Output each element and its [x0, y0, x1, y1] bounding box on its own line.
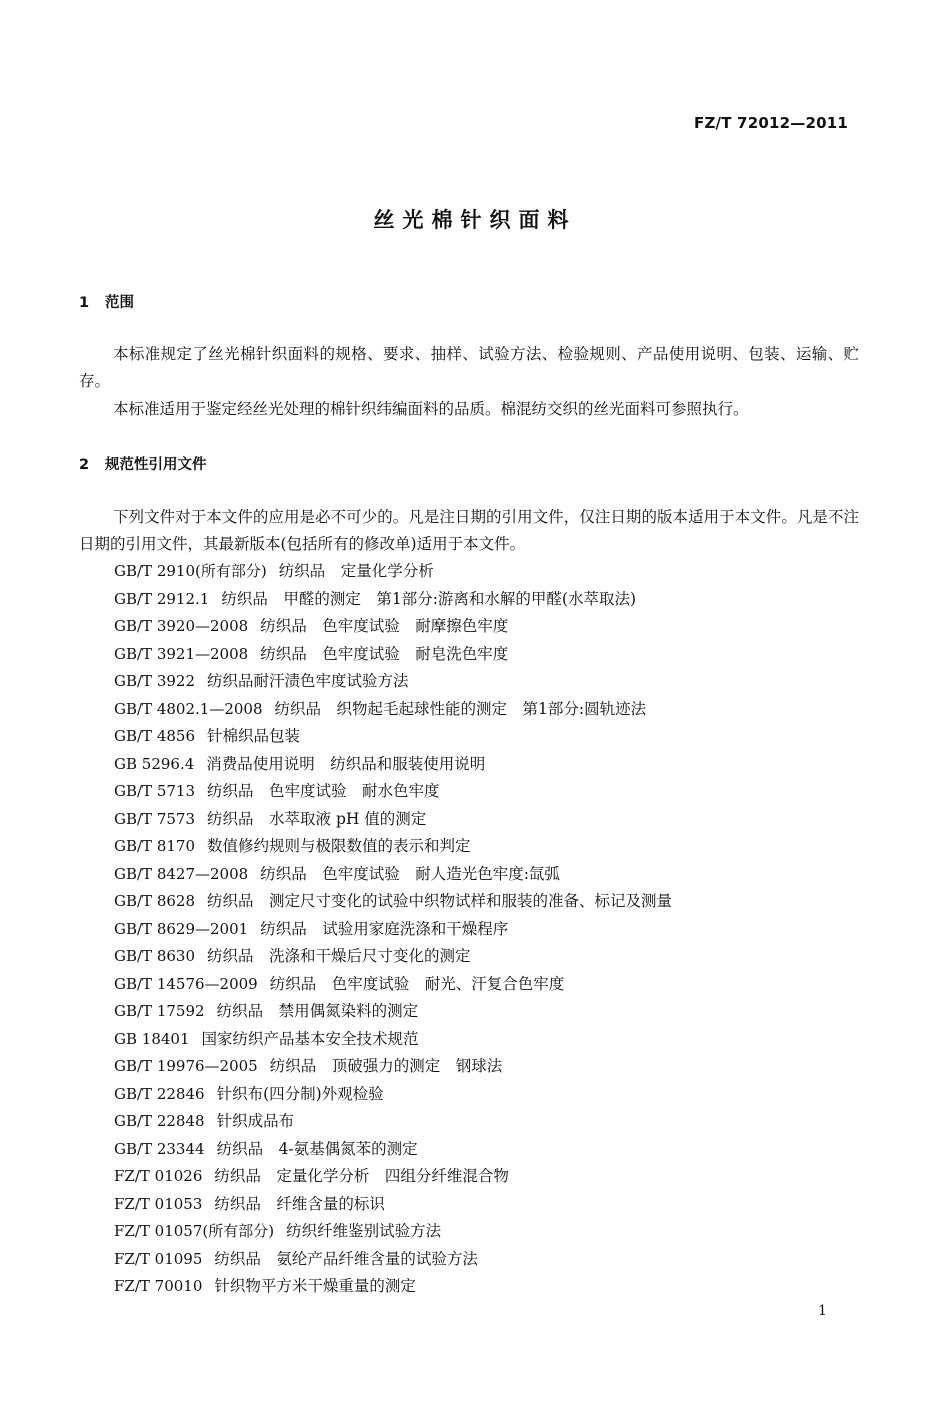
reference-title: 纺织品 氨纶产品纤维含量的试验方法	[214, 1249, 478, 1268]
document-title: 丝光棉针织面料	[373, 208, 577, 232]
reference-code: GB/T 4802.1—2008	[114, 699, 263, 718]
reference-item	[114, 833, 672, 861]
reference-item	[114, 998, 672, 1026]
reference-code: GB/T 8628	[114, 892, 196, 910]
reference-title: 纺织品 色牢度试验 耐光、汗复合色牢度	[269, 974, 565, 993]
reference-code: FZ/T 01057(所有部分)	[114, 1222, 275, 1240]
reference-code: FZ/T 01095	[114, 1249, 203, 1268]
reference-code: GB 5296.4	[114, 754, 195, 773]
reference-code: GB/T 3920—2008	[114, 617, 249, 635]
reference-item	[114, 668, 672, 696]
reference-title: 纺织品 禁用偶氮染料的测定	[216, 1002, 419, 1020]
scope-paragraph-2: 本标准适用于鉴定经丝光处理的棉针织纬编面料的品质。棉混纺交织的丝光面料可参照执行。	[113, 400, 749, 418]
reference-title: 纺织品 色牢度试验 耐皂洗色牢度	[260, 644, 509, 663]
reference-item	[114, 558, 672, 586]
reference-item	[114, 888, 672, 916]
reference-code: GB/T 2910(所有部分)	[114, 562, 267, 580]
reference-code: GB/T 17592	[114, 1002, 205, 1020]
reference-item	[114, 1246, 672, 1274]
reference-code: GB/T 5713	[114, 782, 196, 800]
reference-item	[114, 586, 672, 614]
section-2-heading	[79, 453, 207, 474]
reference-title: 纺织品 试验用家庭洗涤和干燥程序	[260, 919, 509, 938]
reference-item	[114, 971, 672, 999]
section-title: 范围	[105, 295, 134, 311]
reference-code: FZ/T 01053	[114, 1194, 203, 1213]
reference-code: GB/T 8427—2008	[114, 864, 249, 883]
page-number: 1	[818, 1303, 827, 1319]
reference-code: FZ/T 70010	[114, 1277, 203, 1295]
references-intro-paragraph: 下列文件对于本文件的应用是必不可少的。凡是注日期的引用文件，仅注日期的版本适用于本文件。凡是不注日期的引用文件，其最新版本(包括所有的修改单)适用于本文件。	[79, 508, 859, 553]
section-title: 规范性引用文件	[105, 457, 207, 473]
reference-title: 纺织品 顶破强力的测定 钢球法	[269, 1057, 503, 1075]
section-1-heading	[79, 291, 134, 312]
reference-code: GB/T 8630	[114, 947, 196, 965]
reference-item	[114, 1273, 672, 1301]
reference-item	[114, 916, 672, 944]
reference-code: GB/T 22846	[114, 1084, 205, 1103]
reference-item	[114, 806, 672, 834]
reference-title: 纺织品 色牢度试验 耐人造光色牢度:氙弧	[260, 864, 560, 883]
reference-code: GB/T 3921—2008	[114, 644, 249, 663]
reference-item	[114, 861, 672, 889]
reference-item	[114, 778, 672, 806]
reference-title: 纺织品 甲醛的测定 第1部分:游离和水解的甲醛(水萃取法)	[221, 589, 637, 608]
reference-title: 国家纺织产品基本安全技术规范	[201, 1029, 419, 1048]
reference-title: 针织物平方米干燥重量的测定	[214, 1277, 416, 1295]
reference-code: FZ/T 01026	[114, 1167, 203, 1185]
reference-title: 消费品使用说明 纺织品和服装使用说明	[206, 754, 486, 773]
reference-code: GB/T 22848	[114, 1112, 205, 1130]
reference-item	[114, 1053, 672, 1081]
reference-code: GB/T 14576—2009	[114, 974, 258, 993]
reference-code: GB/T 7573	[114, 809, 196, 828]
scope-paragraph-1: 本标准规定了丝光棉针织面料的规格、要求、抽样、试验方法、检验规则、产品使用说明、包装、运输、贮存。	[79, 345, 859, 390]
reference-title: 针织成品布	[216, 1112, 295, 1130]
reference-title: 纺织品 水萃取液 pH 值的测定	[207, 809, 427, 828]
reference-title: 纺织品 织物起毛起球性能的测定 第1部分:圆轨迹法	[274, 699, 647, 718]
reference-item	[114, 1163, 672, 1191]
reference-code: GB 18401	[114, 1029, 190, 1048]
reference-item	[114, 641, 672, 669]
reference-title: 纺织品 洗涤和干燥后尺寸变化的测定	[207, 947, 471, 965]
reference-code: GB/T 8629—2001	[114, 919, 249, 938]
reference-code: GB/T 3922	[114, 672, 196, 690]
reference-item	[114, 1081, 672, 1109]
reference-item	[114, 751, 672, 779]
normative-references-list	[114, 558, 672, 1301]
reference-title: 纺织品 测定尺寸变化的试验中织物试样和服装的准备、标记及测量	[207, 892, 673, 910]
reference-title: 纺织品 色牢度试验 耐摩擦色牢度	[260, 617, 509, 635]
reference-code: GB/T 23344	[114, 1139, 205, 1158]
reference-item	[114, 696, 672, 724]
section-number: 1	[79, 295, 90, 311]
reference-title: 数值修约规则与极限数值的表示和判定	[207, 837, 471, 855]
reference-title: 纺织品 4-氨基偶氮苯的测定	[216, 1139, 418, 1158]
reference-item	[114, 1136, 672, 1164]
reference-item	[114, 1191, 672, 1219]
reference-title: 纺织品 色牢度试验 耐水色牢度	[207, 782, 440, 800]
reference-item	[114, 613, 672, 641]
reference-item	[114, 1218, 672, 1246]
reference-title: 针棉织品包装	[207, 727, 301, 745]
reference-code: GB/T 19976—2005	[114, 1057, 258, 1075]
reference-item	[114, 1108, 672, 1136]
reference-title: 纺织品耐汗渍色牢度试验方法	[207, 672, 409, 690]
reference-title: 纺织品 纤维含量的标识	[214, 1194, 385, 1213]
section-number: 2	[79, 457, 90, 473]
standard-code: FZ/T 72012—2011	[694, 114, 848, 132]
reference-item	[114, 943, 672, 971]
reference-title: 针织布(四分制)外观检验	[216, 1084, 384, 1103]
reference-item	[114, 723, 672, 751]
reference-code: GB/T 8170	[114, 837, 196, 855]
reference-item	[114, 1026, 672, 1054]
reference-code: GB/T 2912.1	[114, 589, 210, 608]
reference-code: GB/T 4856	[114, 727, 196, 745]
reference-title: 纺织纤维鉴别试验方法	[286, 1222, 442, 1240]
reference-title: 纺织品 定量化学分析 四组分纤维混合物	[214, 1167, 509, 1185]
reference-title: 纺织品 定量化学分析	[278, 562, 434, 580]
